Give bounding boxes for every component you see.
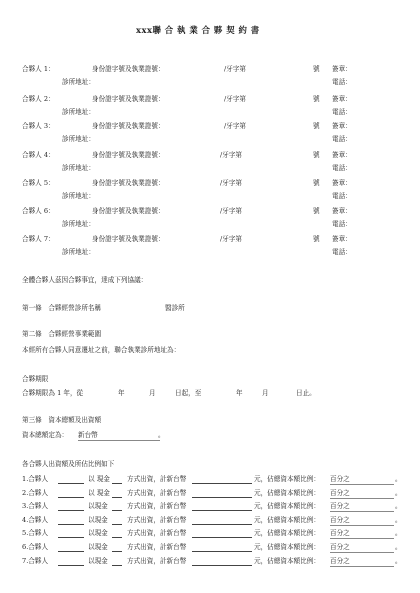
period-year-end: 年 xyxy=(236,389,243,397)
partner-number-suffix: 號 xyxy=(313,179,320,187)
contrib-method-field[interactable] xyxy=(112,530,122,538)
contrib-end: 。 xyxy=(395,556,402,565)
clinic-name-suffix: 醫診所 xyxy=(165,304,185,312)
partner-id-label: 身份證字號及執業證號： xyxy=(92,95,165,103)
contrib-amount-field[interactable] xyxy=(192,530,252,538)
intro-text: 全體合夥人茲因合夥事宜，達成下列協議： xyxy=(22,276,148,284)
partner-label: 合夥人 5： xyxy=(22,179,55,187)
contrib-ratio-text: 百分之 xyxy=(330,488,350,497)
partner-id-label: 身份證字號及執業證號： xyxy=(92,151,165,159)
contrib-method-prefix: 以現金 xyxy=(88,515,108,524)
partner-signature-label: 簽章： xyxy=(332,151,352,159)
contrib-method-text: 方式出資，計新台幣 xyxy=(127,515,187,524)
contrib-method-text: 方式出資，計新台幣 xyxy=(127,502,187,511)
partner-id-label: 身份證字號及執業證號： xyxy=(92,122,165,130)
contrib-method-field[interactable] xyxy=(112,476,122,484)
partner-label: 合夥人 7： xyxy=(22,235,55,243)
contrib-amount-field[interactable] xyxy=(192,503,252,511)
contrib-unit-text: 元，佔總資本額比例： xyxy=(254,475,320,483)
partner-phone-label: 電話： xyxy=(332,164,352,172)
contrib-name-field[interactable] xyxy=(58,476,84,484)
partner-phone-label: 電話： xyxy=(332,108,352,116)
partner-id-label: 身份證字號及執業證號： xyxy=(92,65,165,73)
contrib-end: 。 xyxy=(395,515,402,524)
document-title: xxx聯 合 執 業 合 夥 契 約 書 xyxy=(136,25,260,35)
partner-cert-label: /牙字第 xyxy=(224,95,247,103)
contrib-end: 。 xyxy=(395,475,402,483)
contrib-partner-label: 5.合夥人 xyxy=(22,529,49,538)
contrib-unit-text: 元，佔總資本額比例： xyxy=(254,488,320,497)
contrib-method-field[interactable] xyxy=(112,503,122,511)
partner-id-label: 身份證字號及執業證號： xyxy=(92,207,165,215)
contrib-method-prefix: 以現金 xyxy=(88,529,108,538)
contrib-partner-label: 2.合夥人 xyxy=(22,488,49,497)
contrib-amount-field[interactable] xyxy=(192,544,252,552)
contrib-end: 。 xyxy=(395,502,402,511)
partner-id-label: 身份證字號及執業證號： xyxy=(92,179,165,187)
contrib-method-text: 方式出資，計新台幣 xyxy=(127,529,187,538)
partner-cert-label: /牙字第 xyxy=(224,65,247,73)
partner-label: 合夥人 6： xyxy=(22,207,55,215)
article-3-heading: 第三條 資本總額及出資額 xyxy=(22,416,102,424)
contrib-ratio-text: 百分之 xyxy=(330,515,350,524)
contrib-name-field[interactable] xyxy=(58,558,84,566)
contrib-ratio-text: 百分之 xyxy=(330,556,350,565)
partner-phone-label: 電話： xyxy=(332,220,352,228)
contrib-method-text: 方式出資，計新台幣 xyxy=(127,543,187,551)
partner-cert-label: /牙字第 xyxy=(220,235,243,243)
contrib-method-text: 方式出資，計新台幣 xyxy=(127,475,187,483)
contrib-amount-field[interactable] xyxy=(192,490,252,498)
contrib-ratio-field[interactable] xyxy=(330,558,394,567)
partner-number-suffix: 號 xyxy=(313,65,320,73)
capital-total-field[interactable] xyxy=(78,432,160,441)
contrib-method-prefix: 以現金 xyxy=(88,556,108,565)
partner-signature-label: 簽章： xyxy=(332,65,352,73)
partner-signature-label: 簽章： xyxy=(332,235,352,243)
partner-signature-label: 簽章： xyxy=(332,207,352,215)
partner-address-label: 診所地址： xyxy=(62,164,95,172)
partner-address-label: 診所地址： xyxy=(62,220,95,228)
partner-label: 合夥人 2： xyxy=(22,95,55,103)
partner-number-suffix: 號 xyxy=(313,122,320,130)
partner-phone-label: 電話： xyxy=(332,248,352,256)
contrib-partner-label: 3.合夥人 xyxy=(22,502,49,511)
contrib-method-field[interactable] xyxy=(112,490,122,498)
contrib-method-field[interactable] xyxy=(112,517,122,525)
partner-number-suffix: 號 xyxy=(313,207,320,215)
partner-address-label: 診所地址： xyxy=(62,135,95,143)
contrib-ratio-field[interactable] xyxy=(330,517,394,526)
contrib-partner-label: 6.合夥人 xyxy=(22,543,49,551)
contrib-end: 。 xyxy=(395,488,402,497)
contrib-amount-field[interactable] xyxy=(192,476,252,484)
period-day-start: 日起，至 xyxy=(175,389,202,397)
period-day-end: 日止。 xyxy=(296,389,316,397)
contrib-ratio-text: 百分之 xyxy=(330,502,350,511)
contrib-ratio-field[interactable] xyxy=(330,503,394,512)
contrib-unit-text: 元，佔總資本額比例： xyxy=(254,515,320,524)
contrib-method-prefix: 以現金 xyxy=(88,543,108,551)
partner-cert-label: /牙字第 xyxy=(220,151,243,159)
partner-signature-label: 簽章： xyxy=(332,95,352,103)
partner-cert-label: /牙字第 xyxy=(224,122,247,130)
contrib-unit-text: 元，佔總資本額比例： xyxy=(254,502,320,511)
capital-total-currency: 新台幣 xyxy=(78,431,98,439)
partner-phone-label: 電話： xyxy=(332,78,352,86)
contribution-heading: 各合夥人出資額及所佔比例如下 xyxy=(22,460,115,468)
contrib-method-text: 方式出資，計新台幣 xyxy=(127,556,187,565)
contrib-name-field[interactable] xyxy=(58,490,84,498)
contrib-method-prefix: 以 現金 xyxy=(88,488,110,497)
contrib-method-field[interactable] xyxy=(112,544,122,552)
capital-total-end: 。 xyxy=(158,431,165,439)
article-1-heading: 第一條 合夥經營診所名稱 xyxy=(22,304,102,312)
contrib-unit-text: 元，佔總資本額比例： xyxy=(254,543,320,551)
partner-phone-label: 電話： xyxy=(332,135,352,143)
partner-number-suffix: 號 xyxy=(313,235,320,243)
partner-signature-label: 簽章： xyxy=(332,122,352,130)
partner-cert-label: /牙字第 xyxy=(220,207,243,215)
partner-number-suffix: 號 xyxy=(313,151,320,159)
contrib-ratio-field[interactable] xyxy=(330,490,394,499)
partner-cert-label: /牙字第 xyxy=(220,179,243,187)
partner-address-label: 診所地址： xyxy=(62,248,95,256)
period-month-start: 月 xyxy=(149,389,156,397)
contrib-ratio-field[interactable] xyxy=(330,544,394,553)
contrib-partner-label: 1.合夥人 xyxy=(22,475,49,483)
partner-label: 合夥人 3： xyxy=(22,122,55,130)
contrib-method-prefix: 以 現金 xyxy=(88,475,110,483)
partner-address-label: 診所地址： xyxy=(62,78,95,86)
article-2-heading: 第二條 合夥經營事業範圍 xyxy=(22,330,102,338)
partner-address-label: 診所地址： xyxy=(62,108,95,116)
partner-label: 合夥人 1： xyxy=(22,65,55,73)
contrib-name-field[interactable] xyxy=(58,530,84,538)
contrib-partner-label: 7.合夥人 xyxy=(22,556,49,565)
contrib-amount-field[interactable] xyxy=(192,558,252,566)
contrib-ratio-text: 百分之 xyxy=(330,543,350,551)
partner-phone-label: 電話： xyxy=(332,192,352,200)
contrib-ratio-text: 百分之 xyxy=(330,529,350,538)
contrib-method-prefix: 以現金 xyxy=(88,502,108,511)
contrib-unit-text: 元，佔總資本額比例： xyxy=(254,529,320,538)
period-year-start: 年 xyxy=(118,389,125,397)
contrib-ratio-field[interactable] xyxy=(330,530,394,539)
period-prefix: 合夥期限為 1 年，從 xyxy=(22,389,84,397)
contrib-ratio-text: 百分之 xyxy=(330,475,350,483)
contrib-method-text: 方式出資，計新台幣 xyxy=(127,488,187,497)
capital-total-label: 資本總額定為： xyxy=(22,431,69,439)
partner-id-label: 身份證字號及執業證號： xyxy=(92,235,165,243)
article-2-body: 本經所有合夥人同意遷址之前，聯合執業診所地址為： xyxy=(22,346,181,354)
contrib-method-field[interactable] xyxy=(112,558,122,566)
contrib-unit-text: 元，佔總資本額比例： xyxy=(254,556,320,565)
partner-label: 合夥人 4： xyxy=(22,151,55,159)
contrib-end: 。 xyxy=(395,529,402,538)
contrib-name-field[interactable] xyxy=(58,503,84,511)
contrib-name-field[interactable] xyxy=(58,517,84,525)
period-heading: 合夥期限 xyxy=(22,375,49,383)
contrib-name-field[interactable] xyxy=(58,544,84,552)
partner-address-label: 診所地址： xyxy=(62,192,95,200)
contrib-end: 。 xyxy=(395,543,402,551)
period-month-end: 月 xyxy=(262,389,269,397)
contrib-amount-field[interactable] xyxy=(192,517,252,525)
partner-number-suffix: 號 xyxy=(313,95,320,103)
partner-signature-label: 簽章： xyxy=(332,179,352,187)
contrib-partner-label: 4.合夥人 xyxy=(22,515,49,524)
contrib-ratio-field[interactable] xyxy=(330,476,394,485)
